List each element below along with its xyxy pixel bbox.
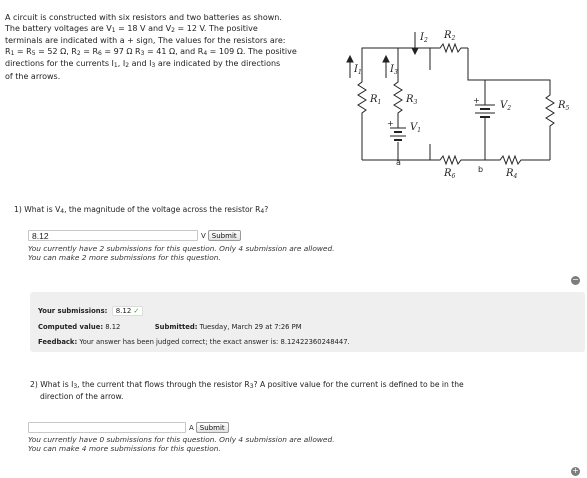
q1-unit: V [201,231,206,240]
q1-note-1: You currently have 2 submissions for this question. Only 4 submission are allowed. [28,244,335,253]
arrow-i1-head [347,56,353,62]
resistor-r1 [358,55,366,130]
question-2: 2) What is I3, the current that flows through the resistor R3? A positive value for the current is defined to be in the direction of the arrow. [30,380,464,401]
label-i1: $I_1$ [354,64,362,76]
computed-line: Computed value: 8.12 Submitted: Tuesday, March 29 at 7:26 PM [38,323,302,331]
label-r5: $R_5$ [558,100,570,112]
problem-statement [5,13,342,83]
q2-unit: A [189,423,194,432]
q2-submit-button[interactable]: Submit [196,422,229,433]
question-1: 1) What is V4, the magnitude of the voltage across the resistor R4? [14,205,269,215]
feedback-line: Feedback: Your answer has been judged correct; the exact answer is: 8.12422360248447. [38,338,350,346]
wire-top-left [362,48,430,55]
problem-line-2: The battery voltages are V1 = 18 V and V2 = 12 V. The positive [5,23,258,34]
node-b: b [478,165,484,174]
q1-answer-row [28,230,241,241]
q1-answer-input[interactable] [28,230,198,241]
q2-note-1: You currently have 0 submissions for this question. Only 4 submission are allowed. [28,435,335,444]
problem-line-6: of the arrows. [5,71,61,81]
plus-v1: + [387,119,394,128]
problem-line-5: directions for the currents I1, I2 and I3 are indicated by the directions [5,59,281,70]
label-i3: $I_3$ [390,64,398,76]
q1-submit-button[interactable]: Submit [208,230,241,241]
problem-line-3: terminals are indicated with a + sign, The values for the resistors are: [5,36,286,46]
label-r6: $R_6$ [444,168,456,180]
problem-line-4: R1 = R5 = 52 Ω, R2 = R6 = 97 Ω R3 = 41 Ω, and R4 = 109 Ω. The positive [5,46,297,57]
problem-line-1: A circuit is constructed with six resistors and two batteries as shown. [5,13,282,22]
q2-answer-row [28,422,229,433]
label-r1: $R_1$ [370,94,382,106]
feedback-panel [30,292,585,352]
label-r4: $R_4$ [506,168,518,180]
check-icon: ✓ [133,307,140,315]
resistor-r6 [430,156,480,164]
wire-right-top [468,48,495,80]
q2-note-2: You can make 4 more submissions for this question. [28,444,221,453]
label-i2: $I_2$ [420,32,428,44]
resistor-r3 [394,48,402,120]
battery-v1 [390,128,406,140]
plus-v2: + [473,96,480,105]
label-r3: $R_3$ [406,94,418,106]
arrow-i2-head [412,48,418,54]
wire-to-r5 [495,80,550,90]
arrow-i3-head [383,56,389,62]
resistor-r4 [480,156,550,164]
q1-note-2: You can make 2 more submissions for this question. [28,253,221,262]
circuit-diagram [340,10,580,180]
collapse-icon[interactable]: − [572,275,579,284]
label-v2: $V_2$ [500,100,512,112]
battery-v2 [475,105,495,117]
q2-answer-input[interactable] [28,422,186,433]
resistor-r5 [546,90,554,160]
node-a: a [396,158,401,167]
submissions-line: Your submissions: 8.12 ✓ [38,306,143,316]
label-r2: $R_2$ [444,30,456,42]
submission-badge: 8.12 ✓ [112,306,144,316]
label-v1: $V_1$ [410,122,422,134]
resistor-r2 [430,44,468,52]
expand-icon[interactable]: + [572,466,579,475]
